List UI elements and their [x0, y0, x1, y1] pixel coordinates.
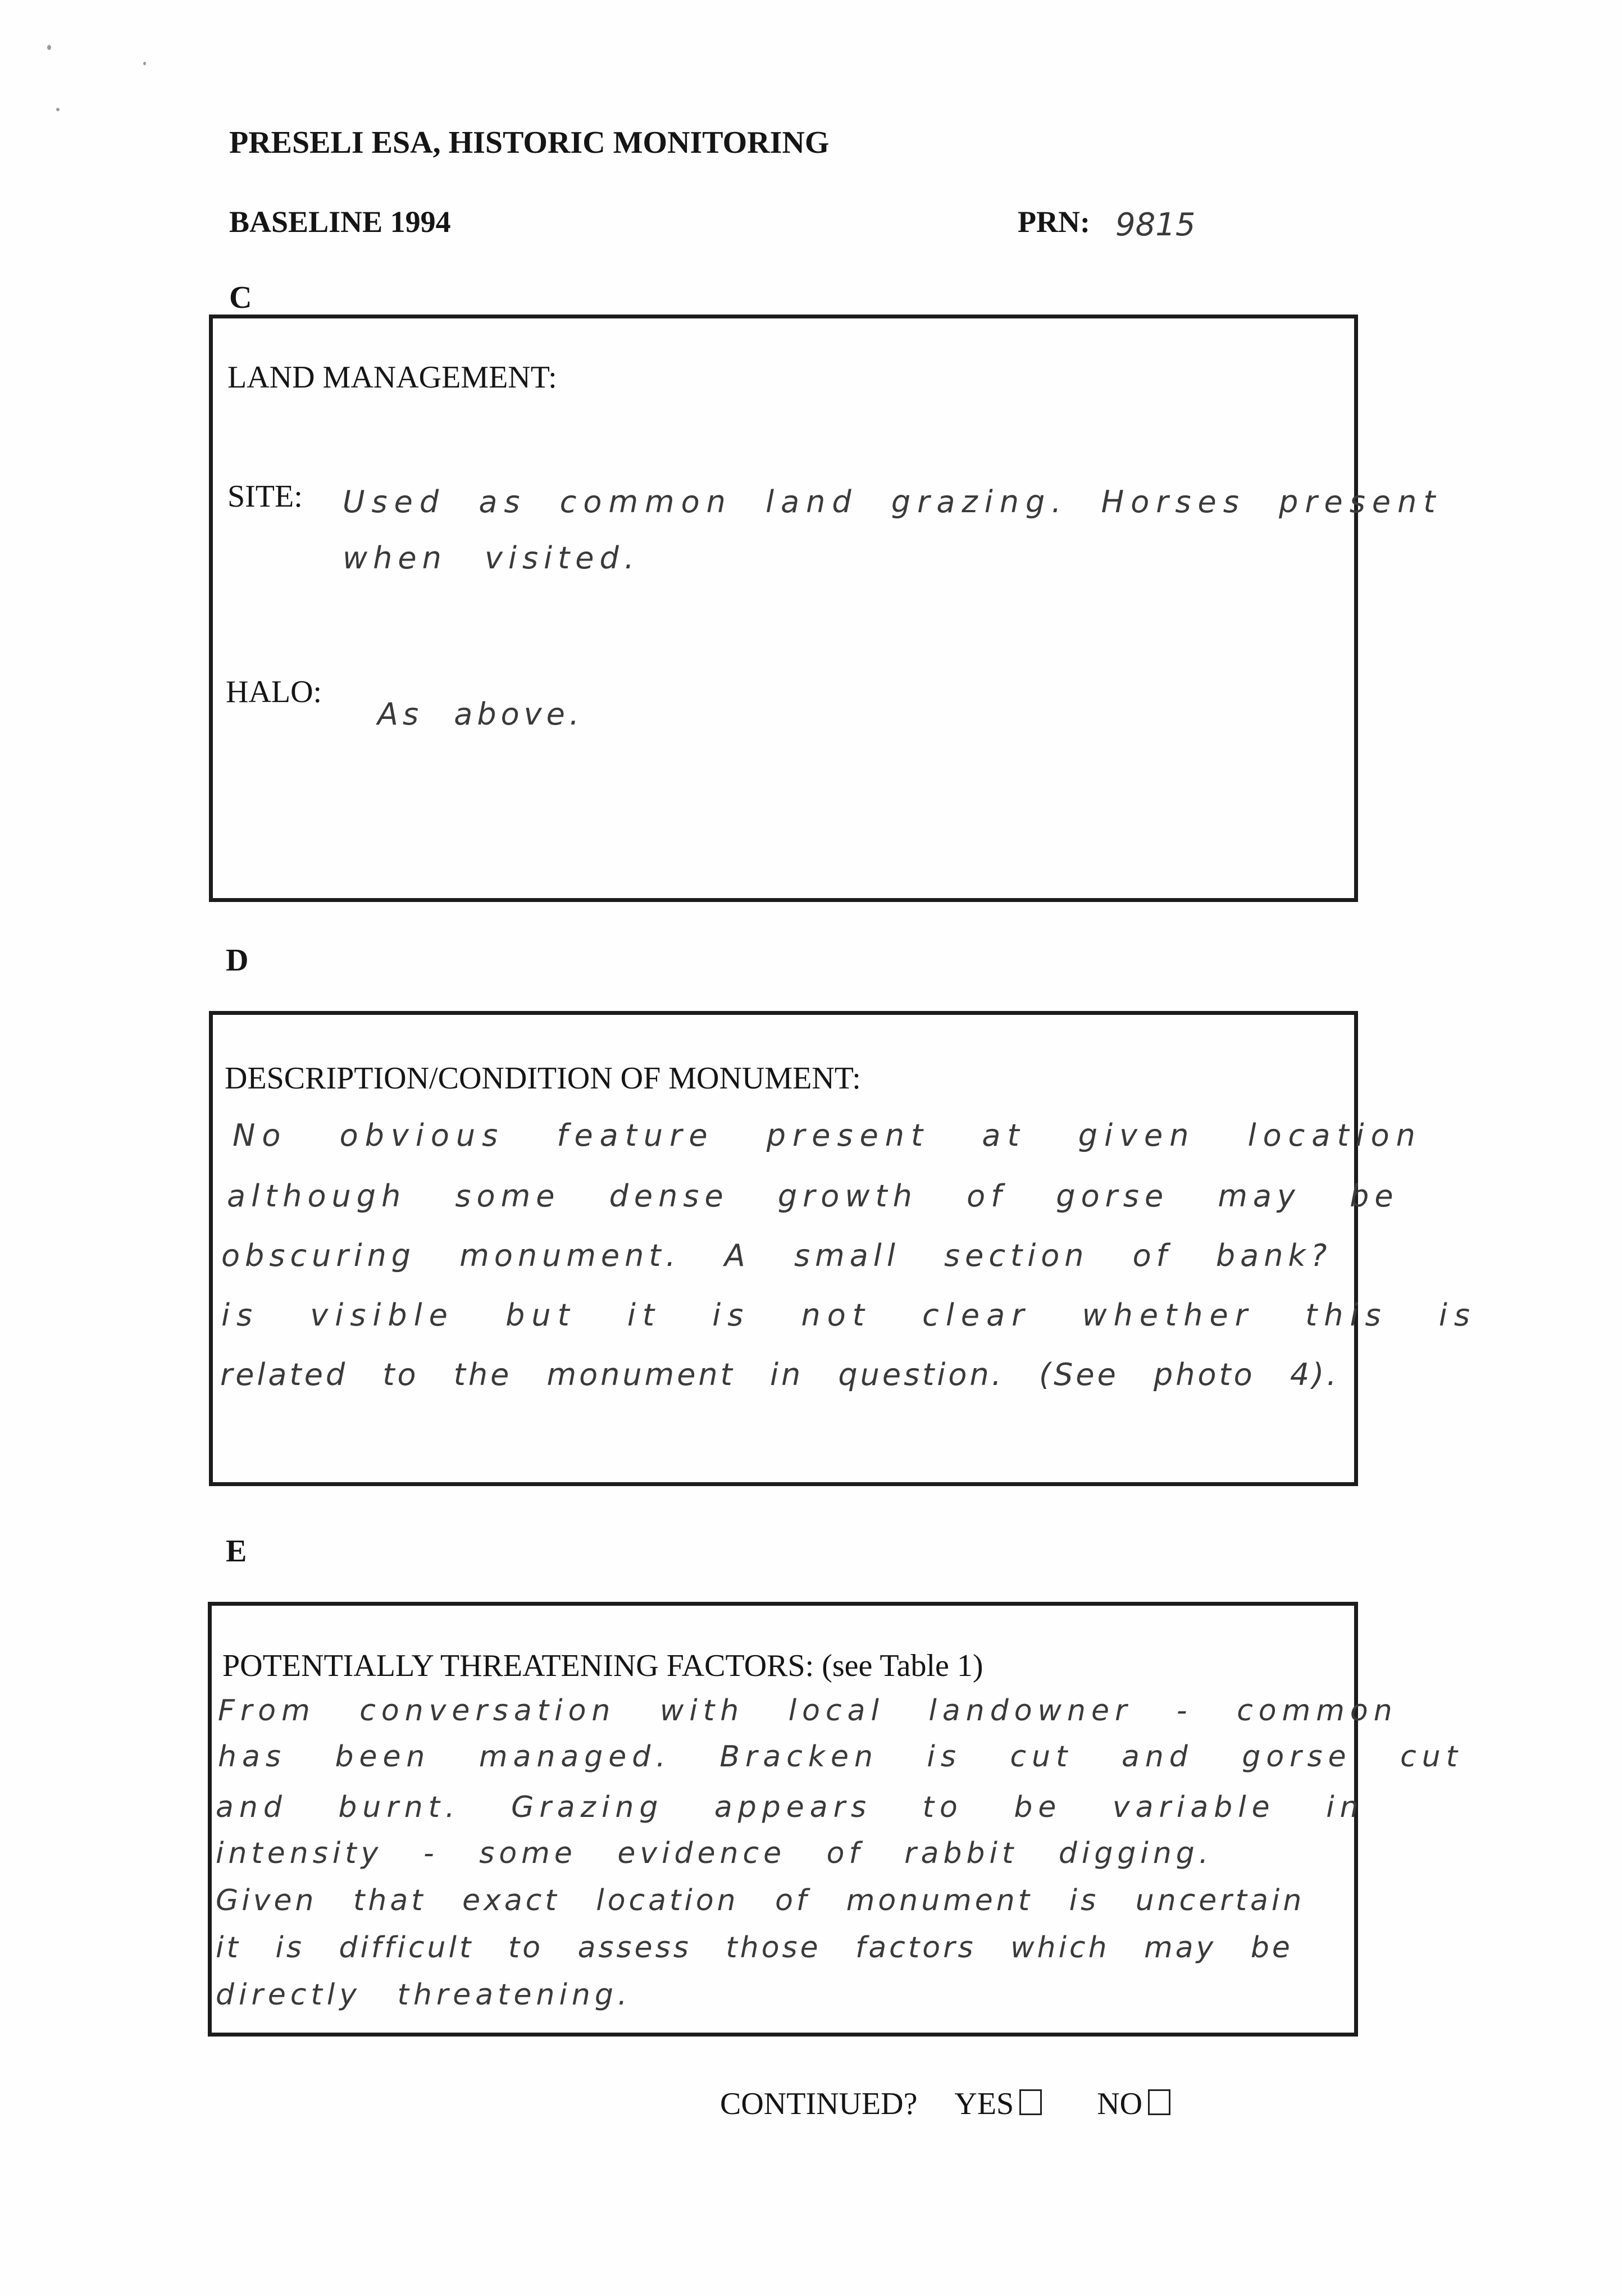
threatening-line-1: From conversation with local landowner - common: [218, 1694, 1398, 1728]
threatening-line-4: intensity - some evidence of rabbit digging.: [216, 1837, 1213, 1870]
description-line-4: is visible but it is not clear whether this is: [221, 1297, 1477, 1333]
site-line-2: when visited.: [343, 540, 640, 576]
scan-speck: [47, 45, 51, 50]
threatening-line-3: and burnt. Grazing appears to be variable in: [216, 1791, 1364, 1824]
section-d-letter: D: [226, 943, 249, 978]
threatening-factors-heading: POTENTIALLY THREATENING FACTORS: (see Table 1): [222, 1648, 983, 1683]
description-line-3: obscuring monument. A small section of bank?: [221, 1238, 1332, 1273]
continued-row: [720, 2086, 1170, 2122]
description-heading: DESCRIPTION/CONDITION OF MONUMENT:: [225, 1061, 861, 1096]
threatening-line-7: directly threatening.: [216, 1978, 632, 2012]
baseline-label: BASELINE 1994: [229, 205, 451, 239]
scan-speck: [56, 108, 60, 111]
halo-text: As above.: [377, 696, 584, 732]
halo-label: HALO:: [226, 675, 322, 709]
description-line-2: although some dense growth of gorse may be: [227, 1178, 1399, 1214]
land-management-heading: LAND MANAGEMENT:: [227, 360, 557, 395]
site-label: SITE:: [227, 479, 303, 514]
yes-label: YES: [954, 2087, 1014, 2121]
threatening-line-2: has been managed. Bracken is cut and gorse cut: [218, 1740, 1464, 1774]
prn-value: 9815: [1115, 207, 1196, 243]
continued-label: CONTINUED?: [720, 2087, 918, 2121]
description-line-5: related to the monument in question. (See photo 4).: [220, 1357, 1339, 1392]
prn-label: PRN:: [1018, 205, 1090, 239]
land-management-box: [209, 315, 1358, 902]
form-title: PRESELI ESA, HISTORIC MONITORING: [229, 125, 830, 160]
no-checkbox[interactable]: [1148, 2089, 1170, 2115]
section-c-letter: C: [229, 280, 252, 315]
threatening-line-6: it is difficult to assess those factors which may be: [216, 1931, 1293, 1965]
scan-speck: [143, 62, 146, 65]
site-line-1: Used as common land grazing. Horses present: [343, 484, 1442, 520]
threatening-line-5: Given that exact location of monument is uncertain: [216, 1884, 1305, 1917]
section-e-letter: E: [226, 1534, 247, 1569]
yes-checkbox[interactable]: [1019, 2089, 1042, 2115]
no-label: NO: [1097, 2087, 1143, 2121]
description-line-1: No obvious feature present at given location: [233, 1118, 1422, 1153]
